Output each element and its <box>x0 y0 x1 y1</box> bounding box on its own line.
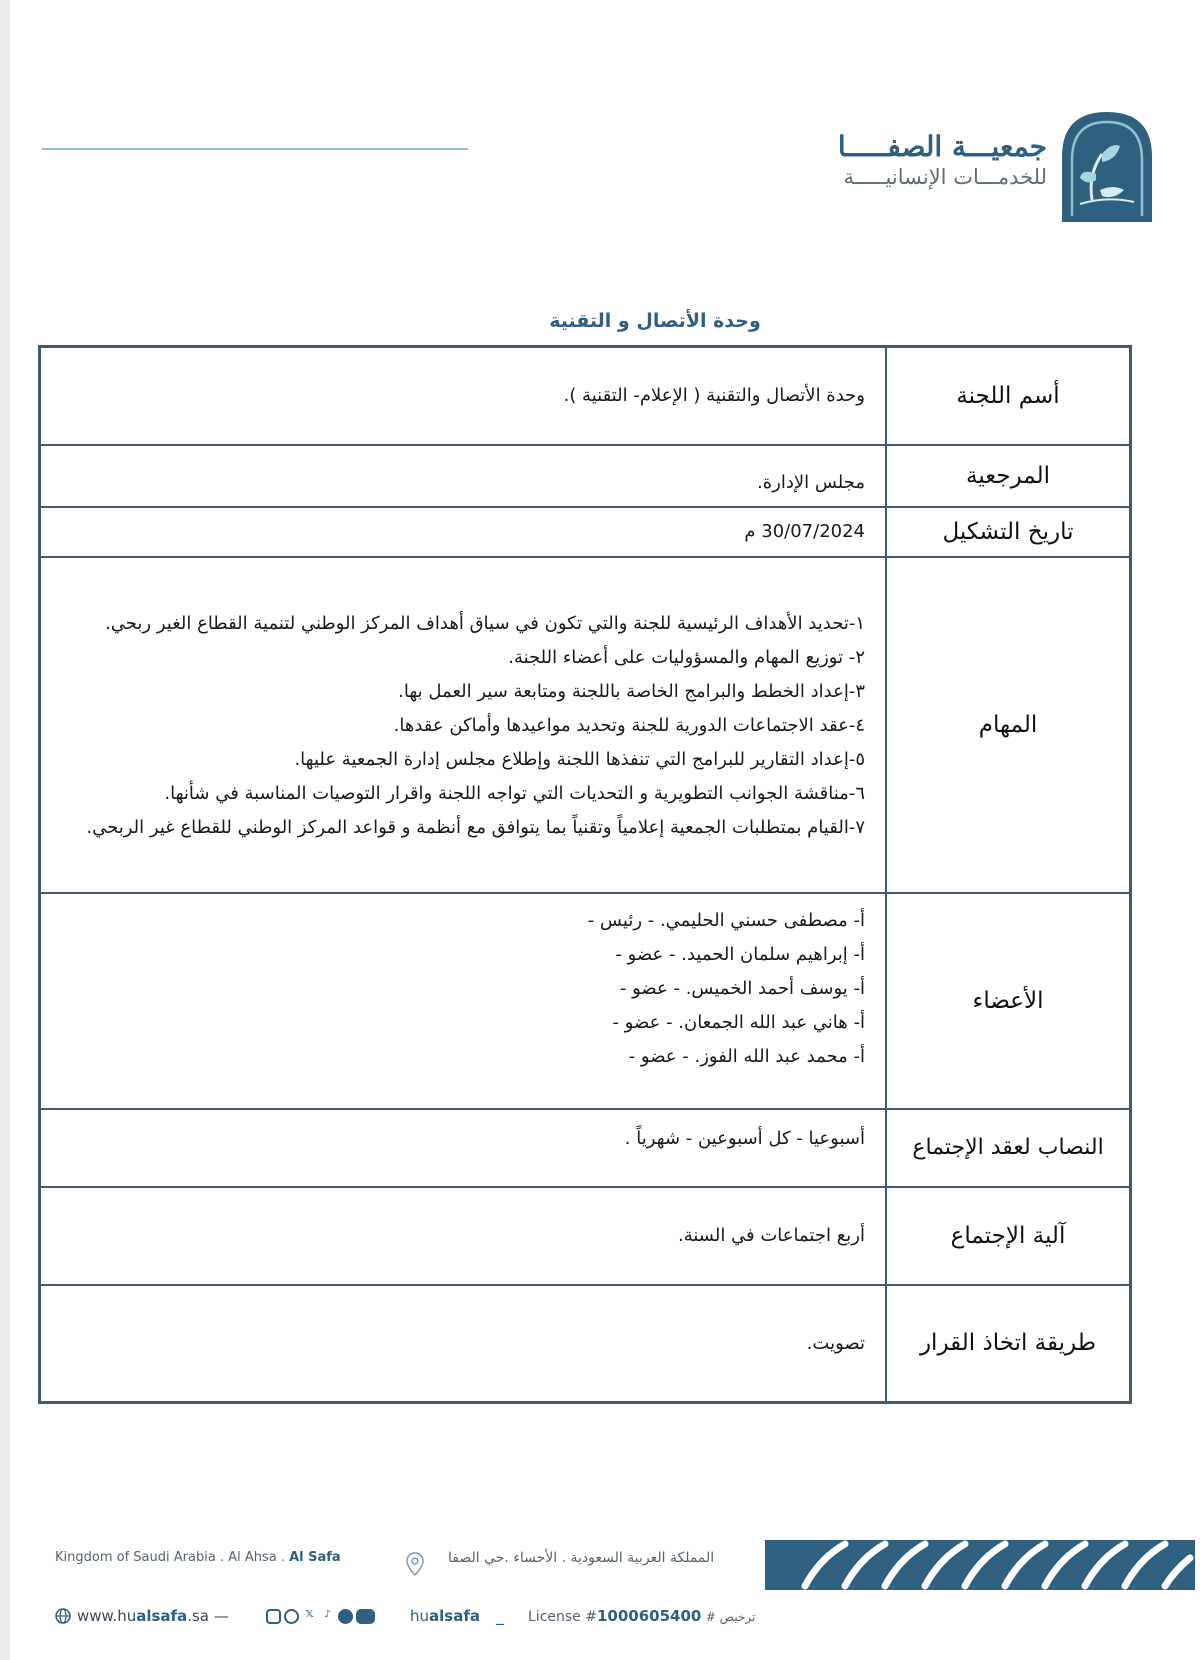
row-value: أربع اجتماعات في السنة. <box>40 1187 887 1285</box>
org-logo <box>792 112 1152 224</box>
row-value: وحدة الأتصال والتقنية ( الإعلام- التقنية ). <box>40 347 887 445</box>
row-value: مجلس الإدارة. <box>40 445 887 507</box>
list-item: ٦-مناقشة الجوانب التطويرية و التحديات التي تواجه اللجنة واقرار التوصيات المناسبة في شأنها. <box>164 782 865 804</box>
tasks-cell <box>40 557 887 893</box>
row-label: تاريخ التشكيل <box>886 507 1131 557</box>
globe-icon <box>55 1608 71 1624</box>
social-handle: hualsafa <box>410 1607 480 1625</box>
table-row <box>40 1285 1131 1403</box>
table-row <box>40 557 1131 893</box>
header-rule <box>42 148 468 150</box>
facebook-icon[interactable] <box>338 1609 353 1624</box>
list-item: ٣-إعداد الخطط والبرامج الخاصة باللجنة ومتابعة سير العمل بها. <box>398 680 865 702</box>
page-edge <box>0 0 10 1660</box>
address-arabic: المملكة العربية السعودية . الأحساء .حي الصفا <box>448 1550 715 1566</box>
tiktok-icon[interactable]: ♪ <box>324 1609 331 1620</box>
row-label: المرجعية <box>886 445 1131 507</box>
table-row <box>40 1109 1131 1187</box>
x-twitter-icon[interactable]: 𝕏 <box>305 1609 314 1620</box>
members-cell <box>40 893 887 1109</box>
row-value: أسبوعيا - كل أسبوعين - شهرياً . <box>40 1109 887 1187</box>
logo-leaf-icon <box>1062 112 1152 222</box>
instagram-icon[interactable] <box>266 1609 281 1624</box>
table-row <box>40 893 1131 1109</box>
list-item: ٢- توزيع المهام والمسؤوليات على أعضاء اللجنة. <box>508 646 865 668</box>
table-row <box>40 445 1131 507</box>
list-item: ٤-عقد الاجتماعات الدورية للجنة وتحديد مواعيدها وأماكن عقدها. <box>393 714 865 736</box>
list-item: أ- هاني عبد الله الجمعان. - عضو - <box>612 1011 865 1033</box>
row-value: 30/07/2024 م <box>40 507 887 557</box>
row-label: المهام <box>886 557 1131 893</box>
row-label: النصاب لعقد الإجتماع <box>886 1109 1131 1187</box>
row-label: طريقة اتخاذ القرار <box>886 1285 1131 1403</box>
page-footer <box>0 1540 1200 1660</box>
members-list <box>53 894 865 1084</box>
tasks-list <box>49 595 865 855</box>
document-title: وحدة الأتصال و التقنية <box>549 310 761 332</box>
list-item: أ- يوسف أحمد الخميس. - عضو - <box>619 977 865 999</box>
committee-table <box>38 345 1132 1404</box>
list-item: أ- مصطفى حسني الحليمي. - رئيس - <box>587 909 865 931</box>
row-label: الأعضاء <box>886 893 1131 1109</box>
license-number: License #1000605400 # ترخيص <box>528 1607 756 1625</box>
row-label: آلية الإجتماع <box>886 1187 1131 1285</box>
table-row <box>40 507 1131 557</box>
list-item: أ- محمد عبد الله الفوز. - عضو - <box>628 1045 865 1067</box>
table-row <box>40 347 1131 445</box>
list-item: أ- إبراهيم سلمان الحميد. - عضو - <box>615 943 865 965</box>
website-link[interactable]: www.hualsafa.sa — <box>55 1607 229 1625</box>
org-name: جمعيـــة الصفـــــا <box>837 130 1047 163</box>
social-icons <box>266 1606 378 1625</box>
decorative-stripe <box>765 1540 1195 1590</box>
row-value: تصويت. <box>40 1285 887 1403</box>
address-english: Kingdom of Saudi Arabia . Al Ahsa . Al Safa <box>55 1550 341 1565</box>
location-pin-icon <box>406 1552 424 1576</box>
footer-separator: _ <box>496 1606 504 1625</box>
table-row <box>40 1187 1131 1285</box>
list-item: ١-تحديد الأهداف الرئيسية للجنة والتي تكون في سياق أهداف المركز الوطني لتنمية القطاع الغير ربحي. <box>105 612 865 634</box>
list-item: ٧-القيام بمتطلبات الجمعية إعلامياً وتقنياً بما يتوافق مع أنظمة و قواعد المركز الوطني للقطاع غير الربحي. <box>86 816 865 838</box>
youtube-icon[interactable] <box>356 1609 375 1624</box>
snapchat-icon[interactable] <box>284 1609 299 1624</box>
list-item: ٥-إعداد التقارير للبرامج التي تنفذها اللجنة وإطلاع مجلس إدارة الجمعية عليها. <box>294 748 865 770</box>
row-label: أسم اللجنة <box>886 347 1131 445</box>
org-subtitle: للخدمـــات الإنسانيـــــة <box>843 165 1047 189</box>
